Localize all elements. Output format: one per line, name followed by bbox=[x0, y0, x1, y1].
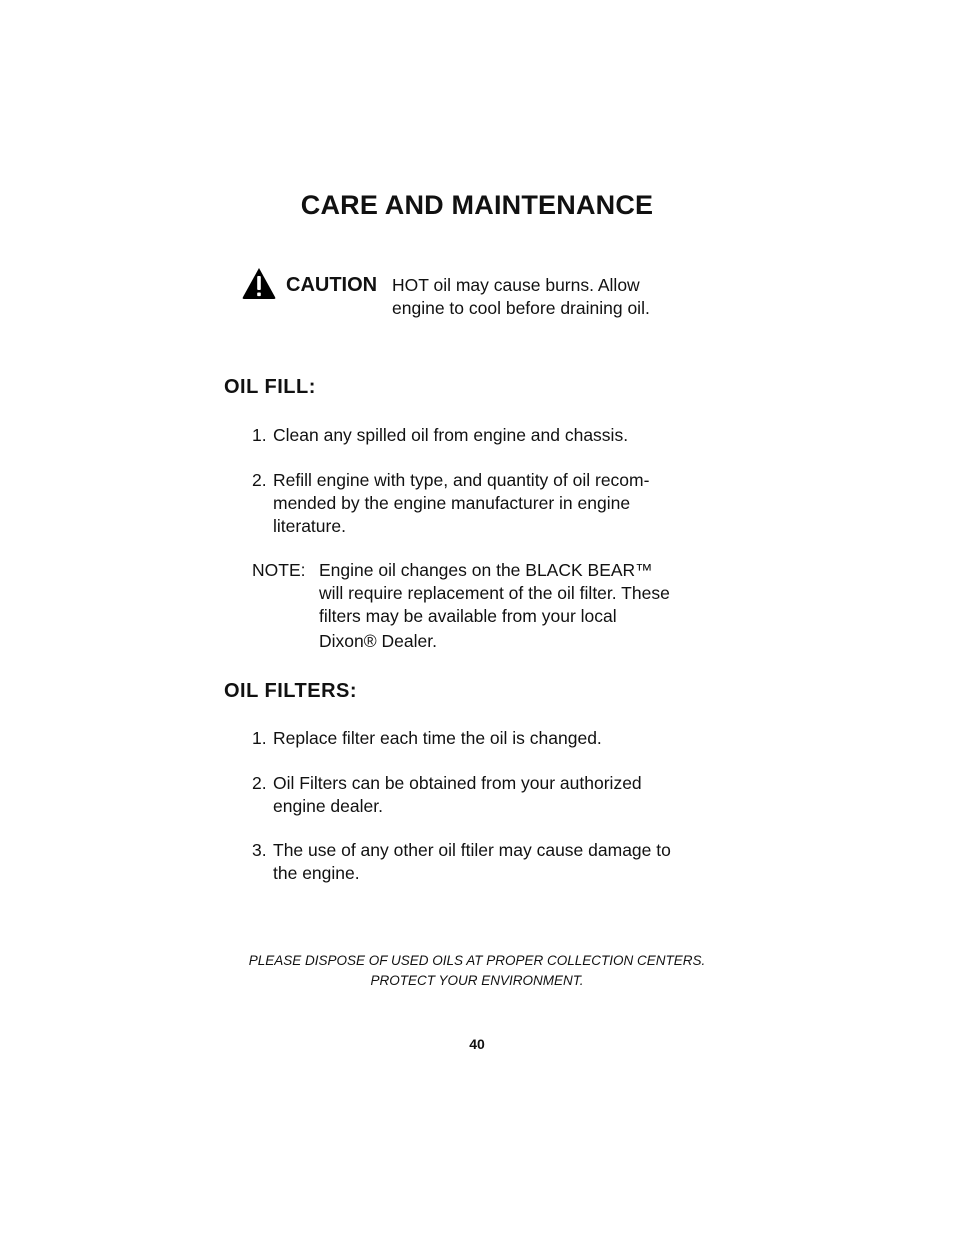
item-line: The use of any other oil ftiler may cause damage to bbox=[273, 840, 671, 860]
item-line: Clean any spilled oil from engine and chassis. bbox=[273, 425, 629, 445]
note-label: NOTE: bbox=[252, 560, 306, 580]
note-line: Engine oil changes on the BLACK BEAR™ bbox=[319, 560, 653, 580]
item-line: Replace filter each time the oil is changed. bbox=[273, 728, 602, 748]
list-item bbox=[252, 469, 712, 538]
item-line: Refill engine with type, and quantity of oil recom- bbox=[273, 470, 650, 490]
page-title: CARE AND MAINTENANCE bbox=[300, 190, 654, 220]
oil-filters-heading: OIL FILTERS: bbox=[224, 680, 358, 702]
list-item bbox=[252, 424, 712, 447]
list-item bbox=[252, 727, 712, 750]
page-number: 40 bbox=[469, 1036, 485, 1052]
warning-triangle-icon bbox=[241, 266, 277, 300]
footer-notice: PROTECT YOUR ENVIRONMENT. bbox=[370, 973, 584, 988]
item-line: engine dealer. bbox=[273, 796, 383, 816]
footer-notice: PLEASE DISPOSE OF USED OILS AT PROPER COLLECTION CENTERS. bbox=[248, 953, 706, 968]
caution-line: HOT oil may cause burns. Allow bbox=[392, 275, 640, 295]
item-number: 3. bbox=[252, 840, 267, 860]
note-line: filters may be available from your local bbox=[319, 606, 617, 626]
caution-label: CAUTION bbox=[286, 274, 378, 296]
item-line: Oil Filters can be obtained from your authorized bbox=[273, 773, 642, 793]
list-item bbox=[252, 839, 712, 885]
item-number: 1. bbox=[252, 425, 267, 445]
list-item bbox=[252, 772, 712, 818]
item-line: literature. bbox=[273, 516, 346, 536]
item-number: 2. bbox=[252, 470, 267, 490]
note-line: will require replacement of the oil filter. These bbox=[319, 583, 670, 603]
note-line: Dixon® Dealer. bbox=[319, 631, 437, 651]
item-number: 2. bbox=[252, 773, 267, 793]
item-line: the engine. bbox=[273, 863, 360, 883]
caution-message bbox=[392, 274, 692, 320]
oil-fill-heading: OIL FILL: bbox=[224, 376, 316, 398]
item-line: mended by the engine manufacturer in engine bbox=[273, 493, 631, 513]
item-number: 1. bbox=[252, 728, 267, 748]
note bbox=[252, 559, 712, 653]
caution-line: engine to cool before draining oil. bbox=[392, 298, 650, 318]
